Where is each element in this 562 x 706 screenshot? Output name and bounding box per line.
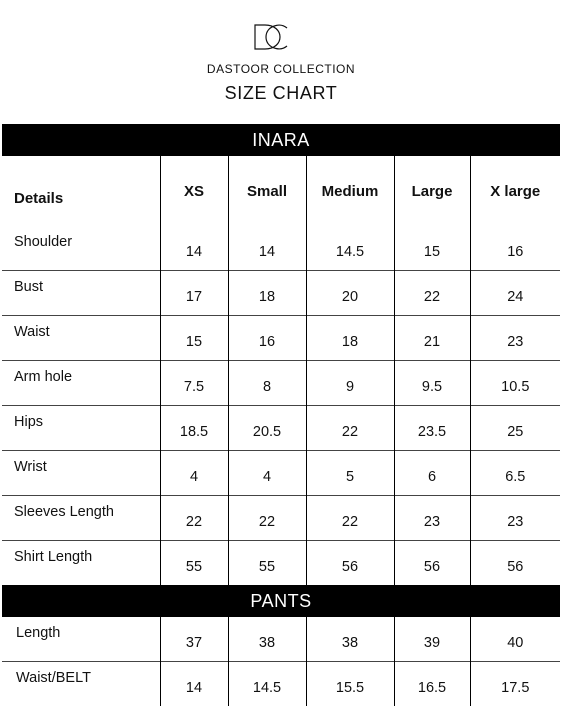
- size-value: 23: [470, 316, 560, 361]
- row-label: Bust: [2, 271, 160, 316]
- size-value: 55: [228, 541, 306, 586]
- size-value: 9.5: [394, 361, 470, 406]
- table-row: [2, 406, 560, 451]
- size-value: 39: [394, 617, 470, 662]
- section-title: INARA: [2, 124, 560, 156]
- table-row: [2, 226, 560, 271]
- size-value: 17.5: [470, 662, 560, 706]
- size-value: 18: [228, 271, 306, 316]
- size-value: 15.5: [306, 662, 394, 706]
- size-value: 22: [306, 496, 394, 541]
- size-value: 22: [228, 496, 306, 541]
- size-value: 38: [228, 617, 306, 662]
- size-value: 18.5: [160, 406, 228, 451]
- row-label: Waist/BELT: [2, 662, 160, 706]
- size-value: 16.5: [394, 662, 470, 706]
- size-value: 25: [470, 406, 560, 451]
- size-value: 23: [470, 496, 560, 541]
- column-header: XS: [160, 156, 228, 226]
- row-label: Length: [2, 617, 160, 662]
- row-label: Hips: [2, 406, 160, 451]
- row-label: Arm hole: [2, 361, 160, 406]
- table-row: [2, 271, 560, 316]
- size-value: 14: [160, 226, 228, 271]
- size-value: 14: [228, 226, 306, 271]
- column-header: Small: [228, 156, 306, 226]
- size-value: 8: [228, 361, 306, 406]
- size-value: 7.5: [160, 361, 228, 406]
- section-title: PANTS: [2, 585, 560, 617]
- table-row: [2, 361, 560, 406]
- table-row: [2, 662, 560, 706]
- table-row: [2, 617, 560, 662]
- size-value: 22: [306, 406, 394, 451]
- chart-title: SIZE CHART: [0, 83, 562, 104]
- size-value: 23.5: [394, 406, 470, 451]
- size-value: 4: [160, 451, 228, 496]
- size-value: 38: [306, 617, 394, 662]
- size-value: 20: [306, 271, 394, 316]
- brand-name: DASTOOR COLLECTION: [0, 62, 562, 76]
- size-value: 15: [394, 226, 470, 271]
- size-value: 56: [306, 541, 394, 586]
- row-label: Wrist: [2, 451, 160, 496]
- size-value: 56: [394, 541, 470, 586]
- size-value: 18: [306, 316, 394, 361]
- table-row: [2, 496, 560, 541]
- table-row: [2, 541, 560, 586]
- size-value: 20.5: [228, 406, 306, 451]
- section-header-inara: [2, 124, 560, 156]
- table-row: [2, 451, 560, 496]
- row-label: Shoulder: [2, 226, 160, 271]
- size-value: 24: [470, 271, 560, 316]
- size-value: 9: [306, 361, 394, 406]
- size-value: 56: [470, 541, 560, 586]
- dc-logo-icon: [251, 22, 291, 52]
- size-value: 4: [228, 451, 306, 496]
- size-value: 16: [228, 316, 306, 361]
- row-label: Waist: [2, 316, 160, 361]
- row-label: Sleeves Length: [2, 496, 160, 541]
- size-value: 17: [160, 271, 228, 316]
- size-value: 15: [160, 316, 228, 361]
- column-header: Details: [2, 156, 160, 226]
- size-table: [2, 124, 560, 706]
- size-value: 6.5: [470, 451, 560, 496]
- size-value: 40: [470, 617, 560, 662]
- size-value: 14: [160, 662, 228, 706]
- size-value: 6: [394, 451, 470, 496]
- column-header: Medium: [306, 156, 394, 226]
- size-value: 37: [160, 617, 228, 662]
- row-label: Shirt Length: [2, 541, 160, 586]
- size-value: 22: [394, 271, 470, 316]
- size-value: 10.5: [470, 361, 560, 406]
- size-value: 55: [160, 541, 228, 586]
- section-header-pants: [2, 585, 560, 617]
- size-value: 22: [160, 496, 228, 541]
- table-row: [2, 316, 560, 361]
- column-header: Large: [394, 156, 470, 226]
- column-header: X large: [470, 156, 560, 226]
- size-value: 16: [470, 226, 560, 271]
- header: [0, 0, 562, 124]
- size-value: 5: [306, 451, 394, 496]
- size-value: 21: [394, 316, 470, 361]
- column-header-row: [2, 156, 560, 226]
- size-value: 14.5: [228, 662, 306, 706]
- size-table-body: [2, 124, 560, 706]
- size-value: 23: [394, 496, 470, 541]
- size-value: 14.5: [306, 226, 394, 271]
